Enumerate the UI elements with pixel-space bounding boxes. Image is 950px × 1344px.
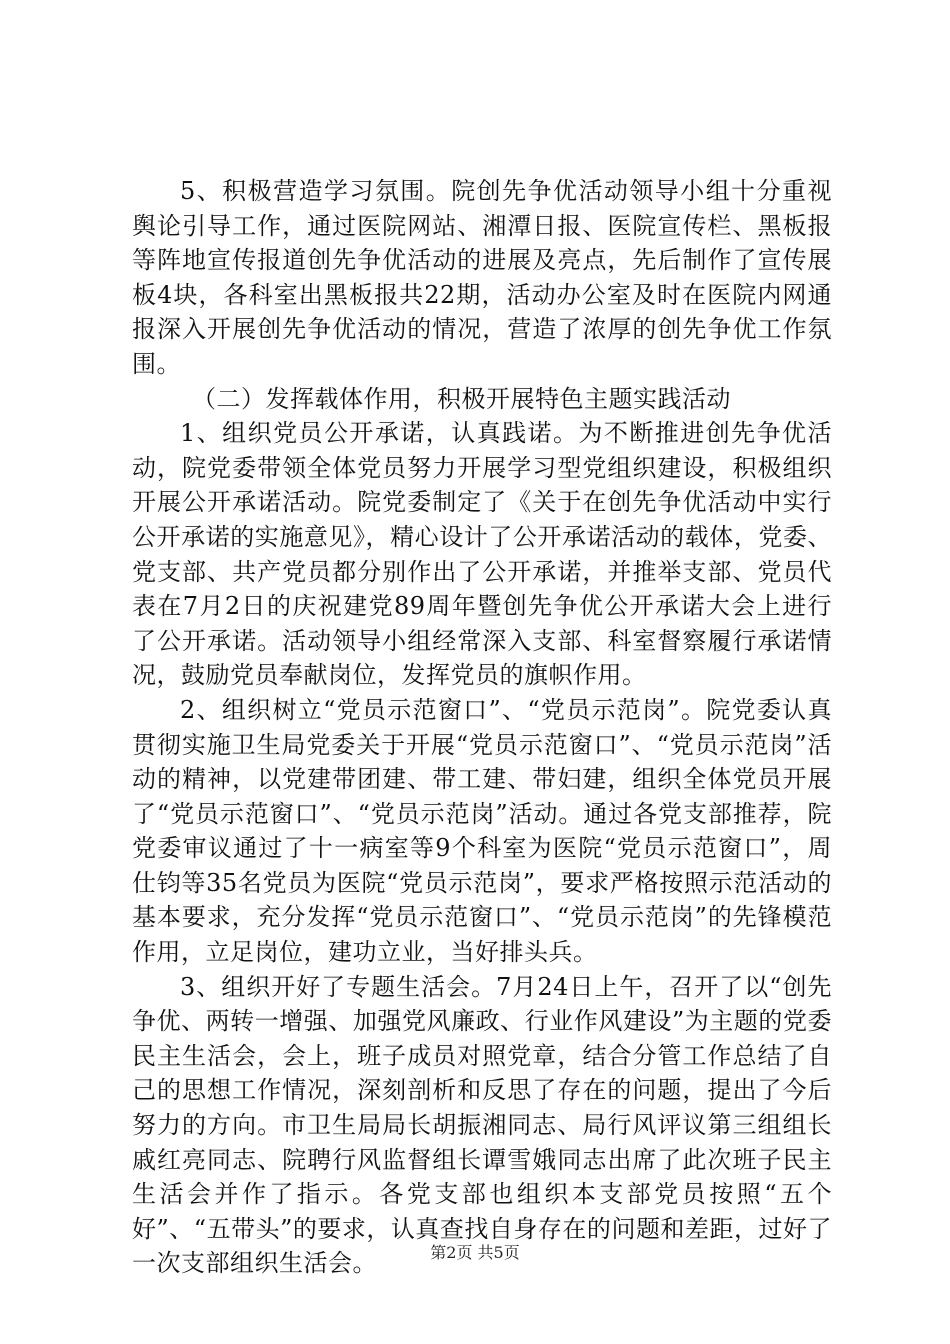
document-body: [132, 174, 832, 1281]
paragraph-model-window: 2、组织树立“党员示范窗口”、“党员示范岗”。院党委认真贯彻实施卫生局党委关于开展“党员示范窗口”、“党员示范岗”活动的精神，以党建带团建、带工建、带妇建，组织全体党员开展了“党员示范窗口”、“党员示范岗”活动。通过各党支部推荐，院党委审议通过了十一病室等9个科室为医院“党员示范窗口”，周仕钧等35名党员为医院“党员示范岗”，要求严格按照示范活动的基本要求，充分发挥“党员示范窗口”、“党员示范岗”的先锋模范作用，立足岗位，建功立业，当好排头兵。: [132, 695, 832, 967]
paragraph-learning-atmosphere: 5、积极营造学习氛围。院创先争优活动领导小组十分重视舆论引导工作，通过医院网站、湘潭日报、医院宣传栏、黑板报等阵地宣传报道创先争优活动的进展及亮点，先后制作了宣传展板4块，各科室出黑板报共22期，活动办公室及时在医院内网通报深入开展创先争优活动的情况，营造了浓厚的创先争优工作氛围。: [132, 177, 832, 378]
paragraph-public-pledge: 1、组织党员公开承诺，认真践诺。为不断推进创先争优活动，院党委带领全体党员努力开展学习型党组织建设，积极组织开展公开承诺活动。院党委制定了《关于在创先争优活动中实行公开承诺的实施意见》，精心设计了公开承诺活动的载体，党委、党支部、共产党员都分别作出了公开承诺，并推举支部、党员代表在7月2日的庆祝建党89周年暨创先争优公开承诺大会上进行了公开承诺。活动领导小组经常深入支部、科室督察履行承诺情况，鼓励党员奉献岗位，发挥党员的旗帜作用。: [132, 419, 832, 690]
section-heading: （二）发挥载体作用，积极开展特色主题实践活动: [192, 384, 731, 413]
paragraph-life-meeting: 3、组织开好了专题生活会。7月24日上午，召开了以“创先争优、两转一增强、加强党风廉政、行业作风建设”为主题的党委民主生活会，会上，班子成员对照党章，结合分管工作总结了自己的思想工作情况，深刻剖析和反思了存在的问题，提出了今后努力的方向。市卫生局局长胡振湘同志、局行风评议第三组组长戚红亮同志、院聘行风监督组长谭雪娥同志出席了此次班子民主生活会并作了指示。各党支部也组织本支部党员按照“五个好”、“五带头”的要求，认真查找自身存在的问题和差距，过好了一次支部组织生活会。: [132, 972, 832, 1278]
page-number-footer: 第2页 共5页: [430, 1243, 520, 1262]
